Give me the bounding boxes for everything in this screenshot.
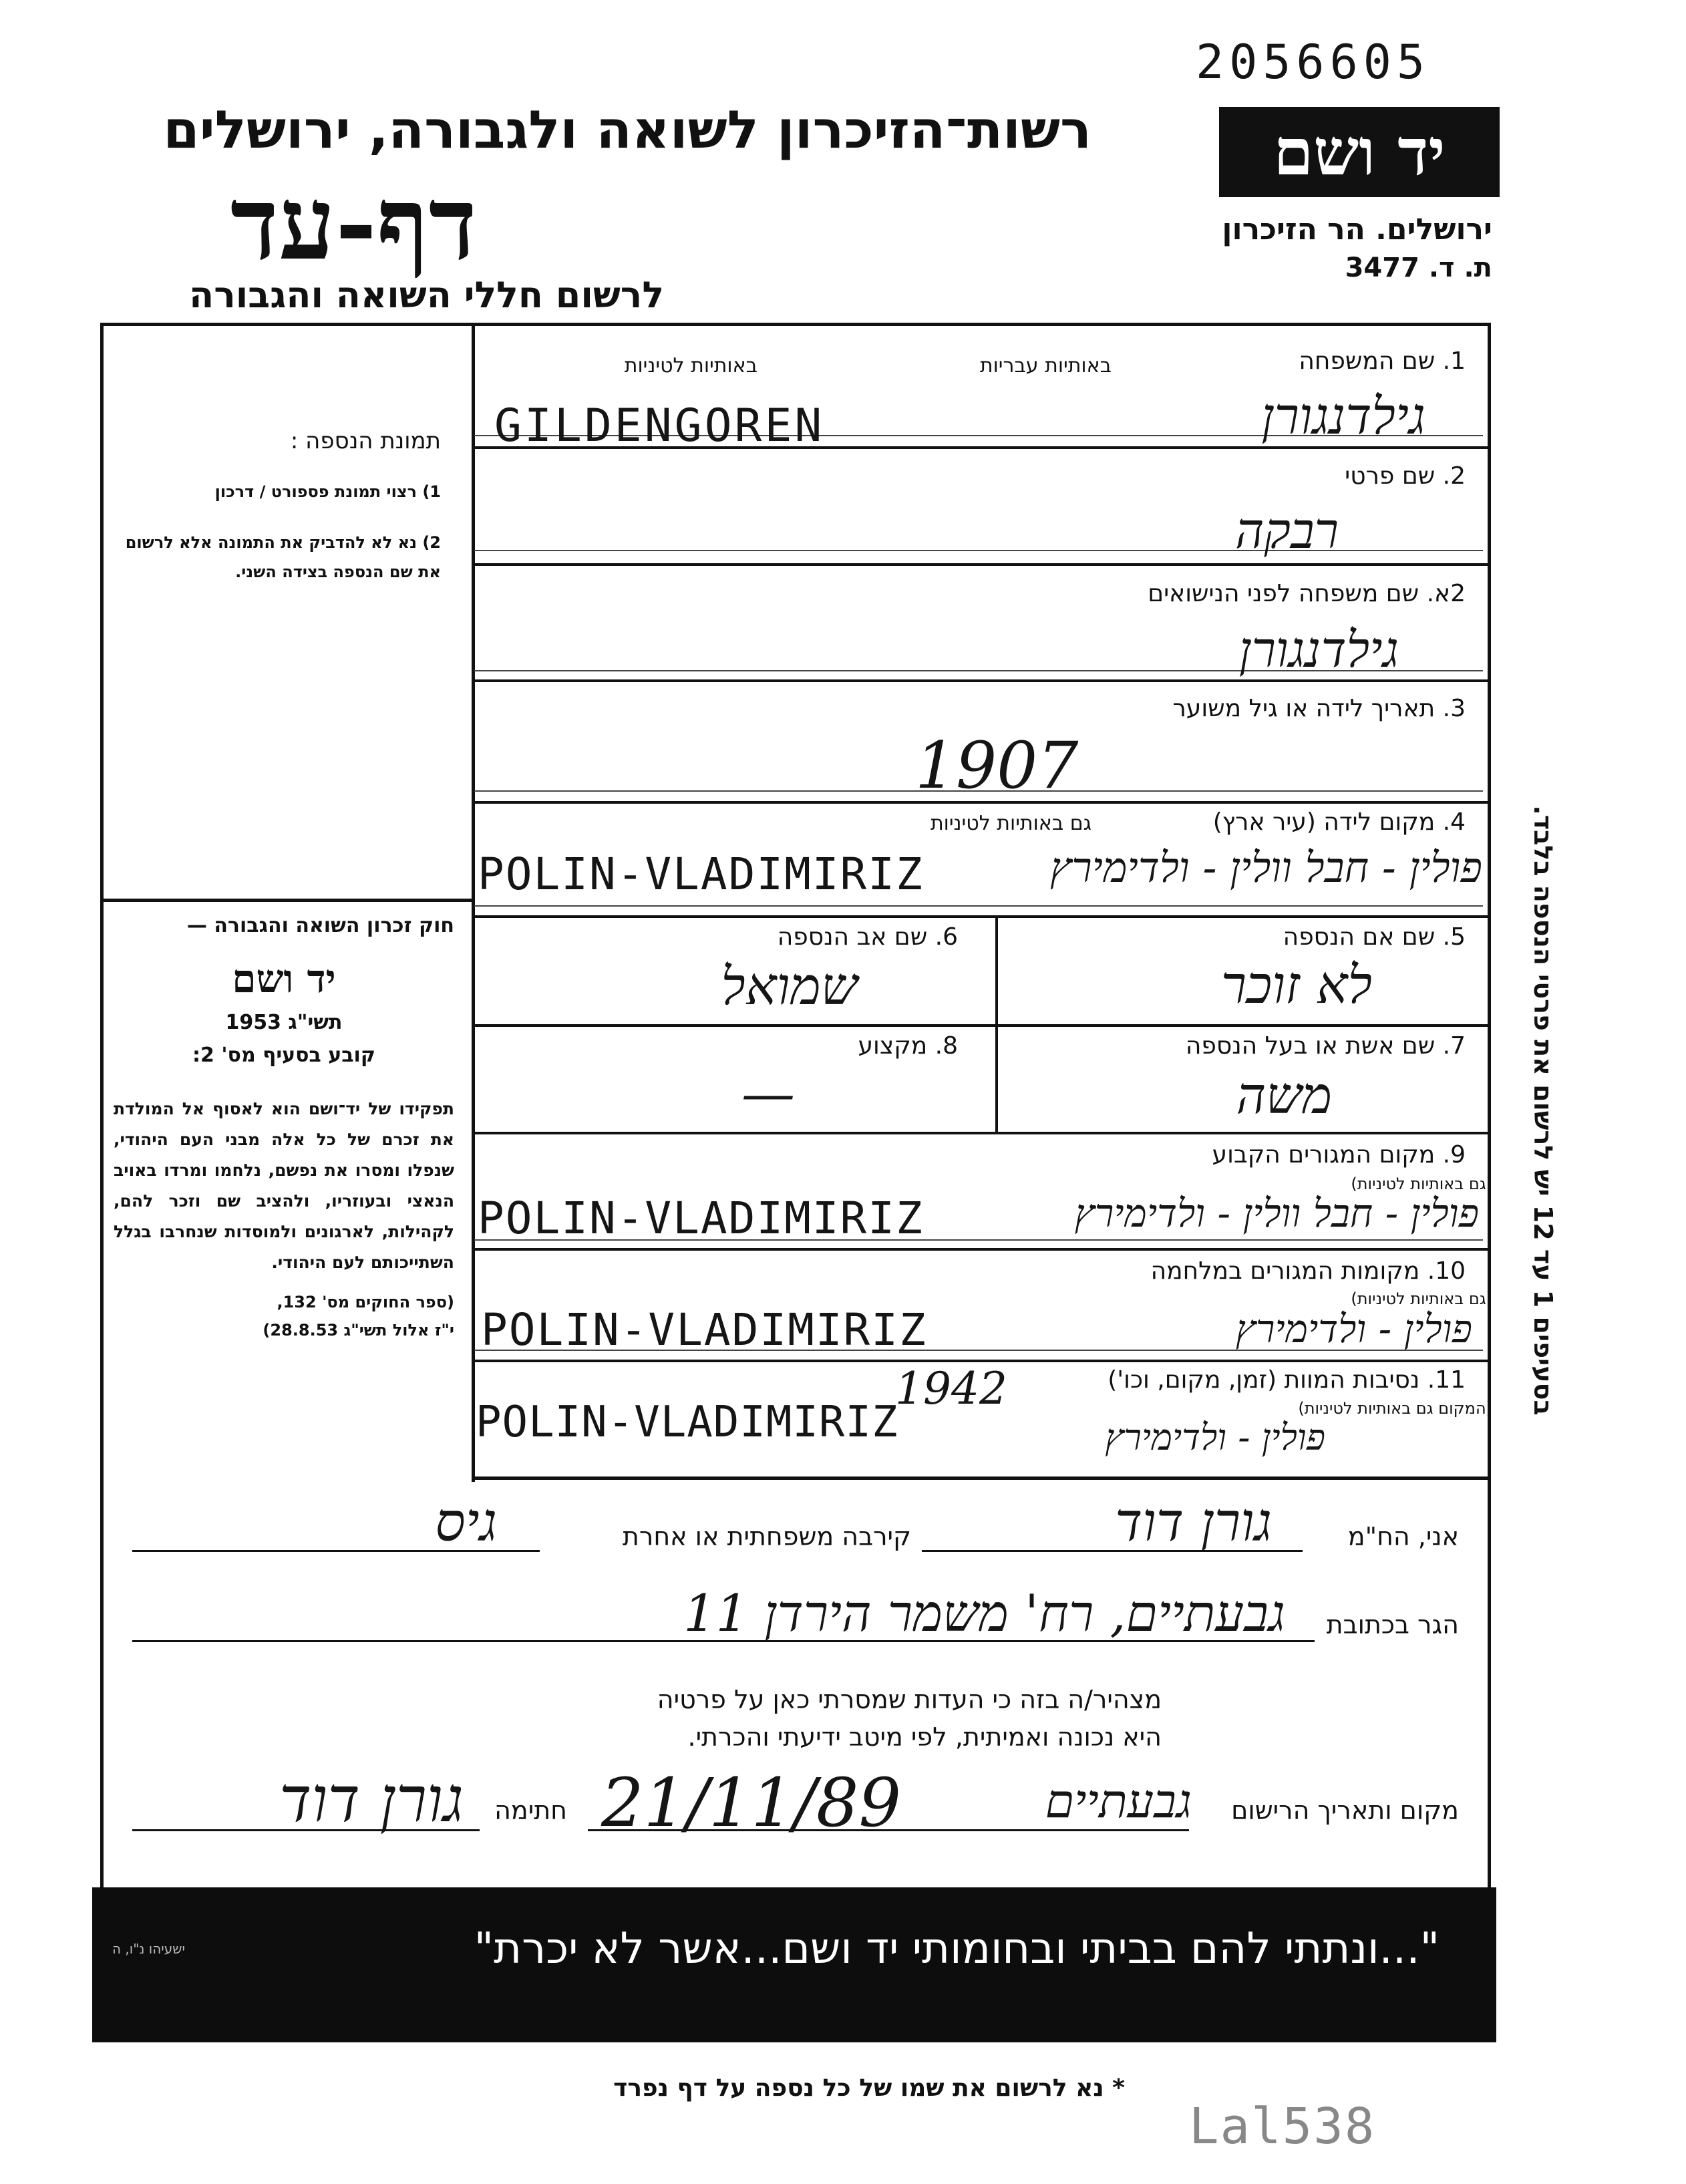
relation-label: קירבה משפחתית או אחרת <box>622 1522 911 1551</box>
quote-banner <box>92 1887 1496 2042</box>
law-body: תפקידו של יד־ושם הוא לאסוף אל המולדת את זכרם של כל אלה מבני העם היהודי, שנפלו ומסרו את נפשם, נלחמו ומרדו באויב הנאצי ובעוזריו, ולהציב שם וזכר להם, לקהילות, לארגונים ולמוסדות שנחרבו בגלל השתייכותם לעם היהודי. <box>114 1099 454 1272</box>
law-date: י"ז אלול תשי"ג 28.8.53) <box>263 1321 454 1340</box>
form-title: דף-עד <box>230 165 477 283</box>
field-10-latin-value[interactable]: POLIN-VLADIMIRIZ <box>481 1304 927 1356</box>
declarant-value[interactable]: גורן דוד <box>1114 1491 1272 1553</box>
field-1-latin-value[interactable]: GILDENGOREN <box>494 400 825 452</box>
place-value[interactable]: גבעתיים <box>1045 1774 1192 1829</box>
field-1-label: 1. שם המשפחה <box>1299 347 1466 375</box>
field-11-year[interactable]: 1942 <box>895 1363 1007 1414</box>
field-2-label: 2. שם פרטי <box>1345 462 1466 490</box>
field-9-sub: (גם באותיות לטיניות) <box>1351 1175 1492 1193</box>
field-10-hebrew-value[interactable]: פולין - ולדימירץ <box>1235 1306 1472 1352</box>
law-source: (ספר החוקים מס' 132, <box>277 1293 454 1311</box>
date-value[interactable]: 21/11/89 <box>601 1764 902 1842</box>
address-label: הגר בכתובת <box>1326 1610 1459 1640</box>
law-year: תשי"ג 1953 <box>225 1011 343 1034</box>
photo-box-item-2: 2) נא לא להדביק את התמונה אלא לרשום את שם הנספה בצידה השני. <box>125 533 441 581</box>
header-po-box: ת. ד. 3477 <box>1345 253 1492 283</box>
field-4-latin-value[interactable]: POLIN-VLADIMIRIZ <box>478 848 924 900</box>
field-7-value[interactable]: משה <box>1236 1066 1332 1125</box>
serial-number: 2056605 <box>1196 35 1431 90</box>
banner-source: ישעיהו נ"ו, ה <box>112 1941 185 1957</box>
field-1-latin-header: באותיות לטיניות <box>624 354 757 377</box>
field-3-value[interactable]: 1907 <box>915 728 1079 803</box>
photo-box <box>107 428 441 587</box>
field-11-latin-value[interactable]: POLIN-VLADIMIRIZ <box>476 1398 898 1447</box>
field-2-value[interactable]: רבקה <box>1235 502 1339 560</box>
field-6-value[interactable]: שמואל <box>721 957 858 1017</box>
field-2a-label: 2א. שם משפחה לפני הנישואים <box>1148 580 1466 607</box>
field-6-label: 6. שם אב הנספה <box>777 923 958 951</box>
footer-note: * נא לרשום את שמו של כל נספה על דף נפרד <box>613 2074 1125 2102</box>
org-title: רשות־הזיכרון לשואה ולגבורה, ירושלים <box>163 100 1091 160</box>
field-11-hebrew-value[interactable]: פולין - ולדימירץ <box>1105 1416 1325 1458</box>
law-name: יד ושם <box>232 956 336 1001</box>
signature-value[interactable]: גורן דוד <box>279 1764 464 1837</box>
address-value[interactable]: גבעתיים, רח' משמר הירדן 11 <box>683 1583 1285 1643</box>
form-subtitle: לרשום חללי השואה והגבורה <box>189 274 664 316</box>
field-5-value[interactable]: לא זוכר <box>1220 955 1372 1016</box>
field-11-sub: (המקום גם באותיות לטיניות) <box>1298 1399 1492 1418</box>
law-clause: קובע בסעיף מס' 2: <box>192 1044 375 1067</box>
field-9-hebrew-value[interactable]: פולין - חבל וולין - ולדימירץ <box>1074 1191 1479 1236</box>
declarant-label: אני, הח"מ <box>1347 1522 1459 1551</box>
field-4-label: 4. מקום לידה (עיר ארץ) <box>1212 808 1466 836</box>
signature-label: חתימה <box>494 1796 567 1825</box>
field-10-label: 10. מקומות המגורים במלחמה <box>1150 1257 1466 1285</box>
side-note: בסעיפים 1 עד 12 יש לרשום את פרטי הנספה בלבד. <box>1528 805 1558 1416</box>
logo <box>1219 107 1500 197</box>
field-2a-value[interactable]: גילדנגורן <box>1238 621 1399 679</box>
photo-box-title: תמונת הנספה : <box>290 428 441 454</box>
law-box <box>114 914 454 1340</box>
footer-stamp: Lal538 <box>1189 2098 1376 2155</box>
law-heading: חוק זכרון השואה והגבורה — <box>186 914 454 937</box>
logo-text: יד ושם <box>1273 114 1446 190</box>
field-9-latin-value[interactable]: POLIN-VLADIMIRIZ <box>478 1193 924 1244</box>
field-8-value[interactable]: — <box>741 1062 795 1124</box>
field-11-label: 11. נסיבות המוות (זמן, מקום, וכו') <box>1108 1366 1466 1394</box>
field-1-hebrew-value[interactable]: גילדנגורן <box>1261 386 1425 446</box>
field-4-hebrew-value[interactable]: פולין - חבל וולין - ולדימירץ <box>1049 843 1482 892</box>
field-1-hebrew-header: באותיות עבריות <box>979 354 1112 377</box>
banner-quote: "...ונתתי להם בביתי ובחומותי יד ושם...אשר לא יכרת" <box>474 1924 1440 1974</box>
place-date-label: מקום ותאריך הרישום <box>1231 1796 1459 1825</box>
header-address: ירושלים. הר הזיכרון <box>1222 212 1492 247</box>
field-10-sub: (גם באותיות לטיניות) <box>1351 1289 1492 1308</box>
field-3-label: 3. תאריך לידה או גיל משוער <box>1172 695 1466 722</box>
statement-line-2: היא נכונה ואמיתית, לפי מיטב ידיעתי והכרתי. <box>687 1722 1162 1752</box>
field-8-label: 8. מקצוע <box>858 1032 958 1060</box>
photo-box-item-1: 1) רצוי תמונת פספורט / דרכון <box>214 482 441 501</box>
relation-value[interactable]: גיס <box>435 1491 497 1553</box>
field-5-label: 5. שם אם הנספה <box>1283 923 1466 951</box>
statement-line-1: מצהיר/ה בזה כי העדות שמסרתי כאן על פרטיה <box>657 1685 1162 1714</box>
field-7-label: 7. שם אשת או בעל הנספה <box>1185 1032 1466 1060</box>
field-4-latin-header: גם באותיות לטיניות <box>930 812 1091 835</box>
field-9-label: 9. מקום המגורים הקבוע <box>1212 1141 1466 1168</box>
